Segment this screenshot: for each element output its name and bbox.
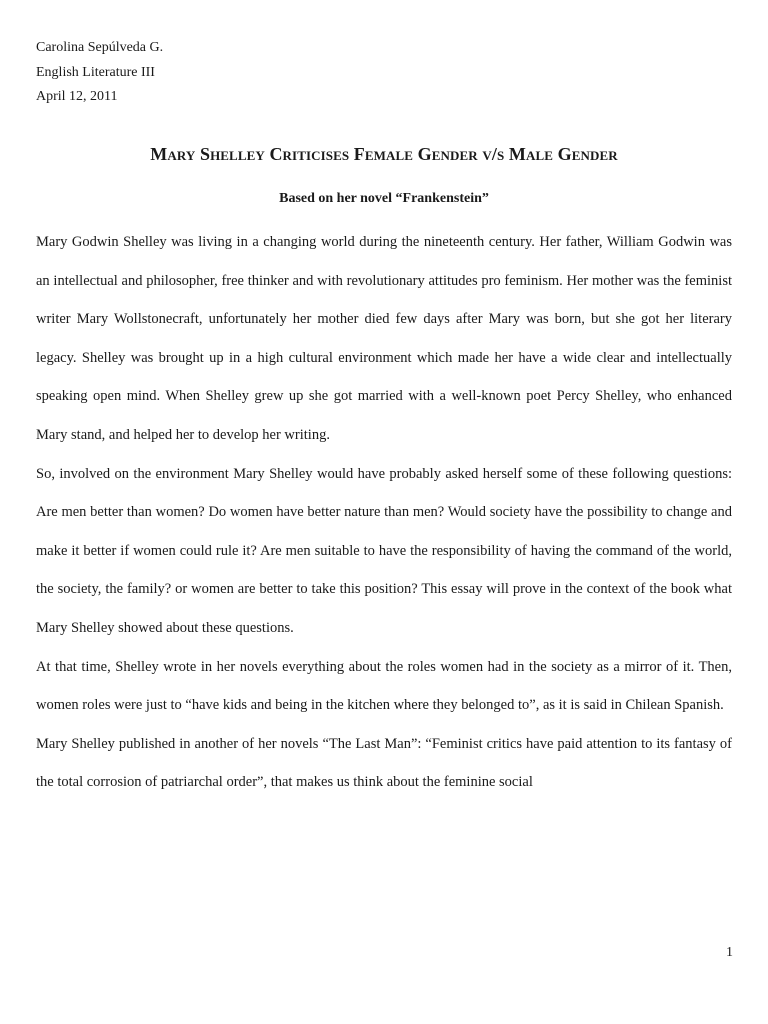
document-header: [36, 36, 163, 110]
paragraph-4: Mary Shelley published in another of her novels “The Last Man”: “Feminist critics have paid attention to its fantasy of the total corrosion of patriarchal order”, that makes us think about the feminine social: [36, 735, 732, 791]
course-name: English Literature III: [36, 64, 155, 80]
author-name: Carolina Sepúlveda G.: [36, 40, 164, 55]
paragraph-2: So, involved on the environment Mary Shelley would have probably asked herself some of these following questions: Are men better than women? Do women have better nature than men? Would society have the possibility to change and make it better if women could rule it? Are men suitable to have the responsibility of having the command of the world, the society, the family? or women are better to take this position? This essay will prove in the context of the book what Mary Shelley showed about these questions.: [36, 465, 732, 636]
paragraph-3: At that time, Shelley wrote in her novels everything about the roles women had in the society as a mirror of it. Then, women roles were just to “have kids and being in the kitchen where they belonged to”, as it is said in Chilean Spanish.: [36, 658, 732, 714]
essay-subtitle: Based on her novel “Frankenstein”: [279, 191, 489, 206]
essay-title: Mary Shelley Criticises Female Gender v/s Male Gender: [150, 144, 618, 164]
paragraph-1: Mary Godwin Shelley was living in a changing world during the nineteenth century. Her father, William Godwin was an intellectual and philosopher, free thinker and with revolutionary attitudes pro feminism. Her mother was the feminist writer Mary Wollstonecraft, unfortunately her mother died few days after Mary was born, but she got her literary legacy. Shelley was brought up in a high cultural environment which made her have a wide clear and intellectually speaking open mind. When Shelley grew up she got married with a well-known poet Percy Shelley, who enhanced Mary stand, and helped her to develop her writing.: [36, 234, 732, 443]
page-number: 1: [726, 945, 733, 960]
essay-body: [36, 223, 732, 802]
document-date: April 12, 2011: [36, 89, 118, 104]
